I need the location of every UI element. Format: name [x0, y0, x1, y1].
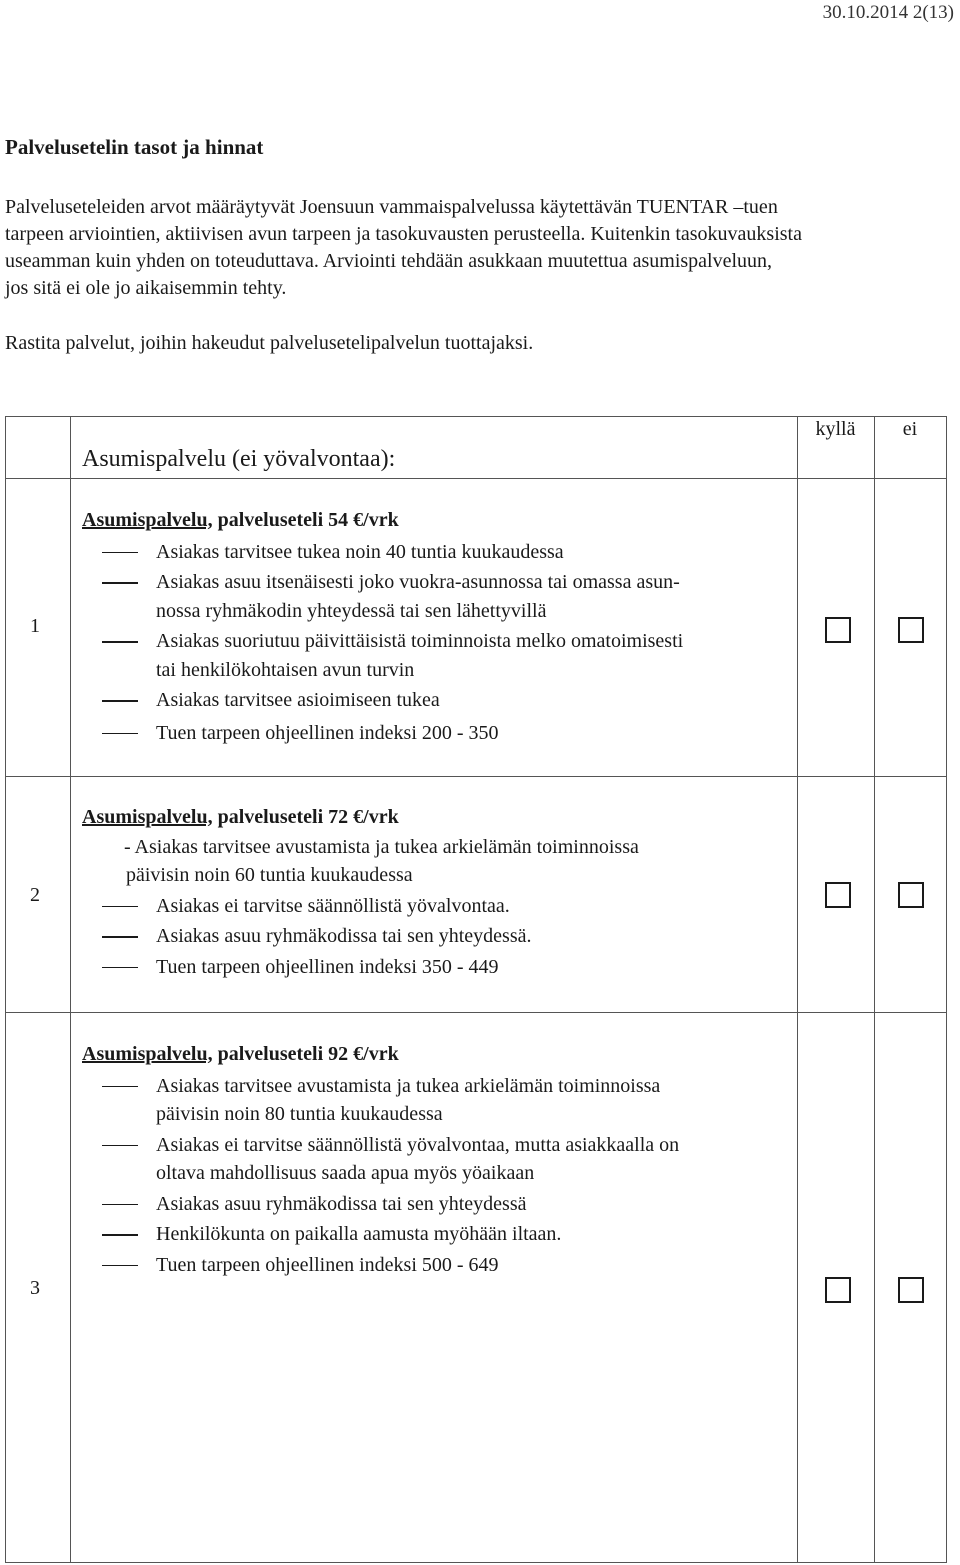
page-title: Palvelusetelin tasot ja hinnat	[5, 135, 264, 159]
list-item-text: Henkilökunta on paikalla aamusta myöhään iltaan.	[156, 1223, 562, 1245]
instruction-text: Rastita palvelut, joihin hakeudut palvelusetelipalvelun tuottajaksi.	[5, 332, 534, 354]
table-border	[5, 1012, 947, 1013]
list-item	[82, 1072, 787, 1129]
list-item-text: Tuen tarpeen ohjeellinen indeksi 350 - 449	[156, 955, 499, 978]
list-item-text: Asiakas asuu itsenäisesti joko vuokra-asunnossa tai omassa asun- nossa ryhmäkodin yhteydessä tai sen lähettyvillä	[156, 571, 680, 622]
list-item-text: Tuen tarpeen ohjeellinen indeksi 200 - 350	[156, 721, 499, 744]
list-item-text: - Asiakas tarvitsee avustamista ja tukea arkielämän toiminnoissa päivisin noin 60 tuntia kuukaudessa	[124, 835, 639, 886]
page-date-number: 30.10.2014 2(13)	[822, 2, 954, 23]
list-item	[82, 833, 787, 890]
checkbox-no-row-3[interactable]	[898, 1277, 924, 1303]
intro-line: tarpeen arviointien, aktiivisen avun tarpeen ja tasokuvausten perusteella. Kuitenkin tasokuvauksista	[5, 223, 802, 245]
table-border	[5, 776, 947, 777]
list-item	[82, 922, 787, 951]
table-border	[5, 416, 947, 417]
checkbox-yes-row-3[interactable]	[825, 1277, 851, 1303]
list-item-text: Asiakas asuu ryhmäkodissa tai sen yhteydessä.	[156, 925, 532, 947]
list-item	[82, 719, 787, 748]
row-number: 3	[30, 1277, 40, 1299]
list-item	[82, 686, 787, 715]
row-heading-price: palveluseteli 54 €/vrk	[212, 509, 399, 531]
list-item	[82, 953, 787, 982]
section-title: Asumispalvelu (ei yövalvontaa):	[82, 446, 396, 472]
table-border	[874, 416, 875, 1563]
intro-line: useamman kuin yhden on toteuduttava. Arviointi tehdään asukkaan muutettua asumispalveluun,	[5, 250, 773, 272]
table-border	[5, 1562, 947, 1563]
list-item-text: Asiakas suoriutuu päivittäisistä toiminnoista melko omatoimisesti tai henkilökohtaisen avun turvin	[156, 630, 684, 681]
list-item	[82, 1220, 787, 1249]
list-item-text: Asiakas ei tarvitse säännöllistä yövalvontaa.	[156, 894, 510, 917]
row-number: 2	[30, 884, 40, 906]
row-content	[82, 1040, 787, 1279]
row-heading-underlined: Asumispalvelu,	[82, 806, 213, 828]
row-number: 1	[30, 615, 40, 637]
list-item	[82, 538, 787, 567]
list-item-text: Asiakas ei tarvitse säännöllistä yövalvontaa, mutta asiakkaalla on oltava mahdollisuus saada apua myös yöaikaan	[156, 1133, 680, 1184]
checkbox-yes-row-2[interactable]	[825, 882, 851, 908]
table-border	[946, 416, 947, 1563]
list-item	[82, 627, 787, 684]
table-border	[5, 416, 6, 1563]
list-item-text: Asiakas tarvitsee asioimiseen tukea	[156, 689, 440, 711]
intro-line: Palveluseteleiden arvot määräytyvät Joensuun vammaispalvelussa käytettävän TUENTAR –tuen	[5, 196, 778, 218]
list-item	[82, 892, 787, 921]
row-heading-price: palveluseteli 92 €/vrk	[212, 1043, 399, 1065]
row-content	[82, 803, 787, 981]
column-header-no: ei	[902, 418, 918, 440]
list-item-text: Asiakas tarvitsee tukea noin 40 tuntia kuukaudessa	[156, 540, 564, 563]
row-content	[82, 506, 787, 747]
list-item-text: Asiakas asuu ryhmäkodissa tai sen yhteydessä	[156, 1192, 527, 1215]
list-item	[82, 568, 787, 625]
row-heading	[82, 1040, 787, 1070]
row-heading-price: palveluseteli 72 €/vrk	[212, 806, 399, 828]
checkbox-no-row-1[interactable]	[898, 617, 924, 643]
table-border	[5, 478, 947, 479]
row-heading	[82, 506, 787, 536]
row-heading-underlined: Asumispalvelu,	[82, 509, 213, 531]
list-item	[82, 1251, 787, 1280]
row-heading	[82, 803, 787, 833]
checkbox-yes-row-1[interactable]	[825, 617, 851, 643]
column-header-yes: kyllä	[815, 418, 856, 440]
checkbox-no-row-2[interactable]	[898, 882, 924, 908]
intro-paragraph	[5, 194, 955, 302]
list-item-text: Asiakas tarvitsee avustamista ja tukea arkielämän toiminnoissa päivisin noin 80 tuntia kuukaudessa	[156, 1074, 661, 1125]
table-border	[797, 416, 798, 1563]
intro-line: jos sitä ei ole jo aikaisemmin tehty.	[5, 277, 287, 299]
list-item	[82, 1131, 787, 1188]
list-item-text: Tuen tarpeen ohjeellinen indeksi 500 - 649	[156, 1253, 499, 1276]
row-heading-underlined: Asumispalvelu,	[82, 1043, 213, 1065]
list-item	[82, 1190, 787, 1219]
table-border	[70, 416, 71, 1563]
